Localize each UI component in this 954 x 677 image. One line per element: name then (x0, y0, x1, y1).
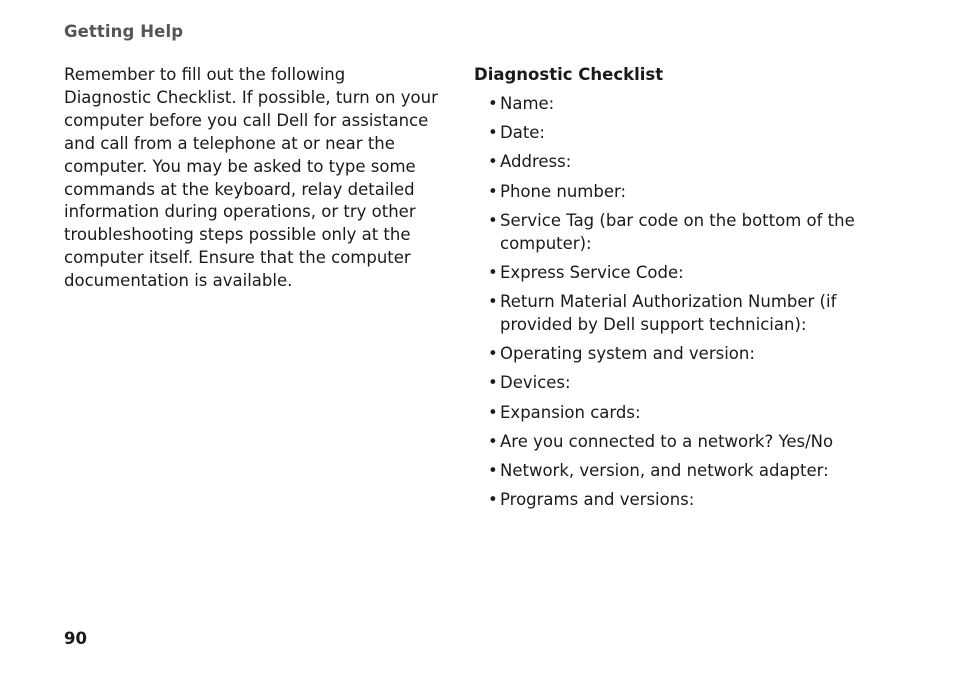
diagnostic-checklist (474, 64, 874, 518)
page-number: 90 (64, 629, 87, 648)
checklist-item-label: Service Tag (bar code on the bottom of the computer): (500, 210, 855, 253)
bullet-icon: • (488, 262, 498, 282)
checklist-item-service-tag (474, 210, 874, 256)
checklist-item-rma-number (474, 291, 874, 337)
checklist-item-network-adapter (474, 460, 874, 483)
checklist-item-devices (474, 372, 874, 395)
checklist-item-name (474, 93, 874, 116)
checklist-item-label: Operating system and version: (500, 344, 755, 364)
checklist-item-os (474, 343, 874, 366)
checklist-item-label: Express Service Code: (500, 262, 684, 282)
checklist-item-label: Expansion cards: (500, 402, 641, 422)
section-title: Getting Help (64, 22, 184, 41)
checklist-item-phone (474, 181, 874, 204)
checklist-item-label: Network, version, and network adapter: (500, 460, 829, 480)
bullet-icon: • (488, 292, 498, 312)
bullet-icon: • (488, 123, 498, 143)
checklist-title: Diagnostic Checklist (474, 65, 664, 84)
bullet-icon: • (488, 373, 498, 393)
checklist-item-expansion-cards (474, 402, 874, 425)
checklist-items (474, 93, 874, 512)
checklist-item-label: Programs and versions: (500, 490, 695, 510)
instructions-paragraph: Remember to fill out the following Diagnostic Checklist. If possible, turn on your computer before you call Dell for assistance and call from a telephone at or near the computer. You may be asked to type some commands at the keyboard, relay detailed information during operations, or try other troubleshooting steps possible only at the computer itself. Ensure that the computer documentation is available. (64, 65, 438, 291)
bullet-icon: • (488, 93, 498, 113)
bullet-icon: • (488, 210, 498, 230)
checklist-item-express-code (474, 262, 874, 285)
checklist-item-label: Address: (500, 152, 572, 172)
checklist-item-date (474, 122, 874, 145)
checklist-item-label: Devices: (500, 373, 571, 393)
bullet-icon: • (488, 460, 498, 480)
checklist-item-network-connected (474, 431, 874, 454)
checklist-item-label: Return Material Authorization Number (if provided by Dell support technician): (500, 292, 837, 334)
checklist-item-programs (474, 489, 874, 512)
checklist-item-label: Phone number: (500, 181, 627, 201)
bullet-icon: • (488, 344, 498, 364)
bullet-icon: • (488, 181, 498, 201)
checklist-item-address (474, 151, 874, 174)
checklist-item-label: Are you connected to a network? Yes/No (500, 431, 834, 451)
bullet-icon: • (488, 152, 498, 172)
bullet-icon: • (488, 431, 498, 451)
bullet-icon: • (488, 402, 498, 422)
bullet-icon: • (488, 490, 498, 510)
checklist-item-label: Date: (500, 123, 545, 143)
checklist-item-label: Name: (500, 93, 555, 113)
